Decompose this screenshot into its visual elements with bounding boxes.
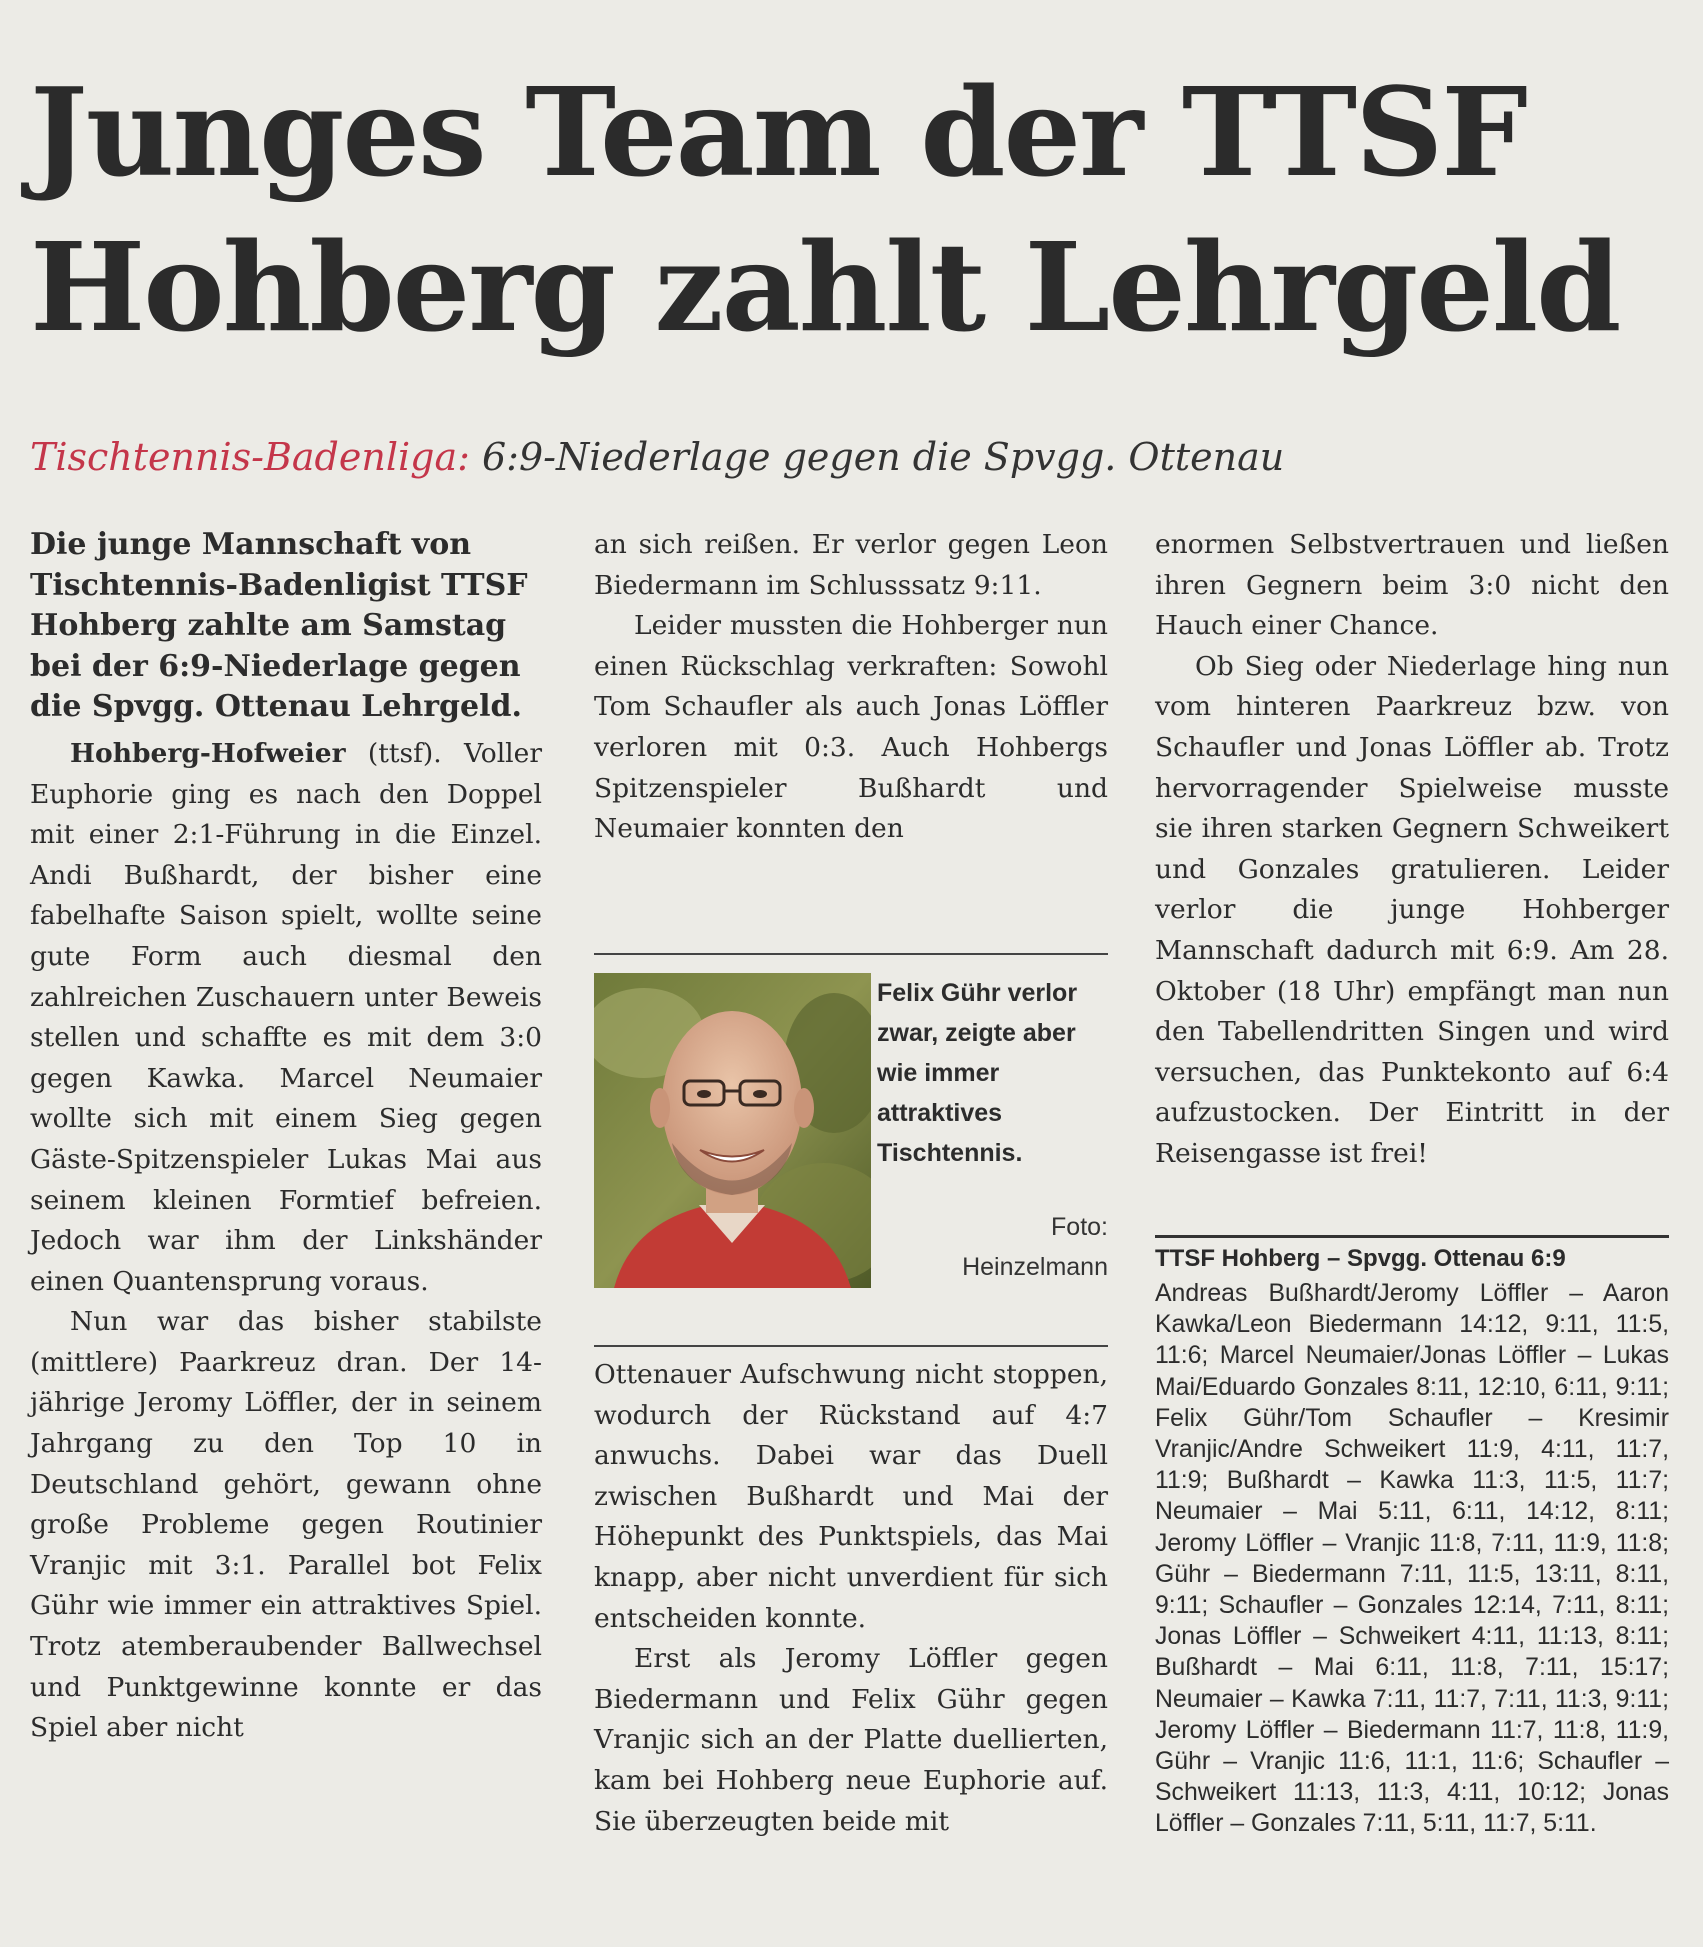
- body-paragraph: Ob Sieg oder Niederlage hing nun vom hinteren Paarkreuz bzw. von Schaufler und Jonas Löffler ab. Trotz hervorragender Spielweise musste sie ihren starken Gegnern Schweikert und Gonzales gratulieren. Leider verlor die junge Hohberger Mannschaft dadurch mit 6:9. Am 28. Oktober (18 Uhr) empfängt man nun den Tabellendritten Singen und wird versuchen, das Punktekonto auf 6:4 aufzustocken. Der Eintritt in der Reisengasse ist frei!: [1155, 650, 1669, 1169]
- headline-line-2: Hohberg zahlt Lehrgeld: [30, 215, 1620, 359]
- photo-credit: [908, 1207, 1108, 1287]
- photo-credit-name: Heinzelmann: [962, 1253, 1108, 1281]
- body-paragraph: Nun war das bisher stabilste (mittlere) Paarkreuz dran. Der 14-jährige Jeromy Löffler, der in seinem Jahrgang zu den Top 10 in Deutschland gehört, gewann ohne große Probleme gegen Routinier Vranjic mit 3:1. Parallel bot Felix Gühr wie immer ein attraktives Spiel. Trotz atemberaubender Ballwechsel und Punktgewinne konnte er das Spiel aber nicht: [30, 1306, 542, 1744]
- subheadline-text: 6:9-Niederlage gegen die Spvgg. Ottenau: [469, 435, 1285, 479]
- body-paragraph: Ottenauer Aufschwung nicht stoppen, wodurch der Rückstand auf 4:7 anwuchs. Dabei war das Duell zwischen Bußhardt und Mai der Höhepunkt des Punktspiels, das Mai knapp, aber nicht unverdient für sich entscheiden konnte.: [594, 1359, 1108, 1634]
- photo-caption: Felix Gühr verlor zwar, zeigte aber wie immer attraktives Tischtennis.: [877, 979, 1078, 1167]
- headline-line-1: Junges Team der TTSF: [30, 60, 1526, 204]
- article-column-2-bottom: [594, 1355, 1108, 1842]
- portrait-image: [594, 973, 871, 1288]
- photo-figure: [594, 953, 1108, 1347]
- article-column-1: [30, 525, 542, 1749]
- body-paragraph: enormen Selbstvertrauen und ließen ihren Gegnern beim 3:0 nicht den Hauch einer Chance.: [1155, 529, 1669, 642]
- paragraph-text: Voller Euphorie ging es nach den Doppel mit einer 2:1-Führung in die Einzel. Andi Bußhardt, der bisher eine fabelhafte Saison spielt, wollte seine gute Form auch diesmal den zahlreichen Zuschauern unter Beweis stellen und schaffte es mit dem 3:0 gegen Kawka. Marcel Neumaier wollte sich mit einem Sieg gegen Gäste-Spitzenspieler Lukas Mai aus seinem kleinen Formtief befreien. Jedoch war ihm der Linkshänder einen Quantensprung voraus.: [30, 737, 542, 1297]
- body-paragraph: an sich reißen. Er verlor gegen Leon Biedermann im Schlusssatz 9:11.: [594, 529, 1108, 601]
- match-results-text: Andreas Bußhardt/Jeromy Löffler – Aaron Kawka/Leon Biedermann 14:12, 9:11, 11:5, 11:6; Marcel Neumaier/Jonas Löffler – Lukas Mai/Eduardo Gonzales 8:11, 12:10, 6:11, 9:11; Felix Gühr/Tom Schaufler – Kresimir Vranjic/Andre Schweikert 11:9, 4:11, 11:7, 11:9; Bußhardt – Kawka 11:3, 11:5, 11:7; Neumaier – Mai 5:11, 6:11, 14:12, 8:11; Jeromy Löffler – Vranjic 11:8, 7:11, 11:9, 11:8; Gühr – Biedermann 7:11, 11:5, 13:11, 8:11, 9:11; Schaufler – Gonzales 12:14, 7:11, 8:11; Jonas Löffler – Schweikert 4:11, 11:13, 8:11; Bußhardt – Mai 6:11, 11:8, 7:11, 15:17; Neumaier – Kawka 7:11, 11:7, 7:11, 11:3, 9:11; Jeromy Löffler – Biedermann 11:7, 11:8, 11:9, Gühr – Vranjic 11:6, 11:1, 11:6; Schaufler – Schweikert 11:13, 11:3, 4:11, 10:12; Jonas Löffler – Gonzales 7:11, 5:11, 11:7, 5:11.: [1155, 1280, 1669, 1838]
- article-column-3: [1155, 525, 1669, 1175]
- article-column-2-top: [594, 525, 1108, 850]
- match-results-title: TTSF Hohberg – Spvgg. Ottenau 6:9: [1155, 1245, 1566, 1272]
- subheadline-kicker: Tischtennis-Badenliga:: [30, 435, 470, 479]
- player-photo: [594, 973, 871, 1288]
- lead-paragraph: Die junge Mannschaft von Tischtennis-Badenligist TTSF Hohberg zahlte am Samstag bei der 6:9-Niederlage gegen die Spvgg. Ottenau Lehrgeld.: [30, 527, 528, 725]
- headline: [30, 55, 1670, 365]
- subheadline: [30, 432, 1670, 482]
- dateline: Hohberg-Hofweier: [70, 737, 346, 769]
- match-results-box: [1155, 1235, 1669, 1840]
- body-paragraph: Erst als Jeromy Löffler gegen Biedermann und Felix Gühr gegen Vranjic sich an der Platte duellierten, kam bei Hohberg neue Euphorie auf. Sie überzeugten beide mit: [594, 1643, 1108, 1837]
- source-tag: (ttsf).: [345, 737, 442, 769]
- photo-credit-label: Foto:: [1051, 1213, 1108, 1241]
- body-paragraph: [30, 734, 542, 1302]
- body-paragraph: Leider mussten die Hohberger nun einen Rückschlag verkraften: Sowohl Tom Schaufler als auch Jonas Löffler verloren mit 0:3. Auch Hohbergs Spitzenspieler Bußhardt und Neumaier konnten den: [594, 610, 1108, 845]
